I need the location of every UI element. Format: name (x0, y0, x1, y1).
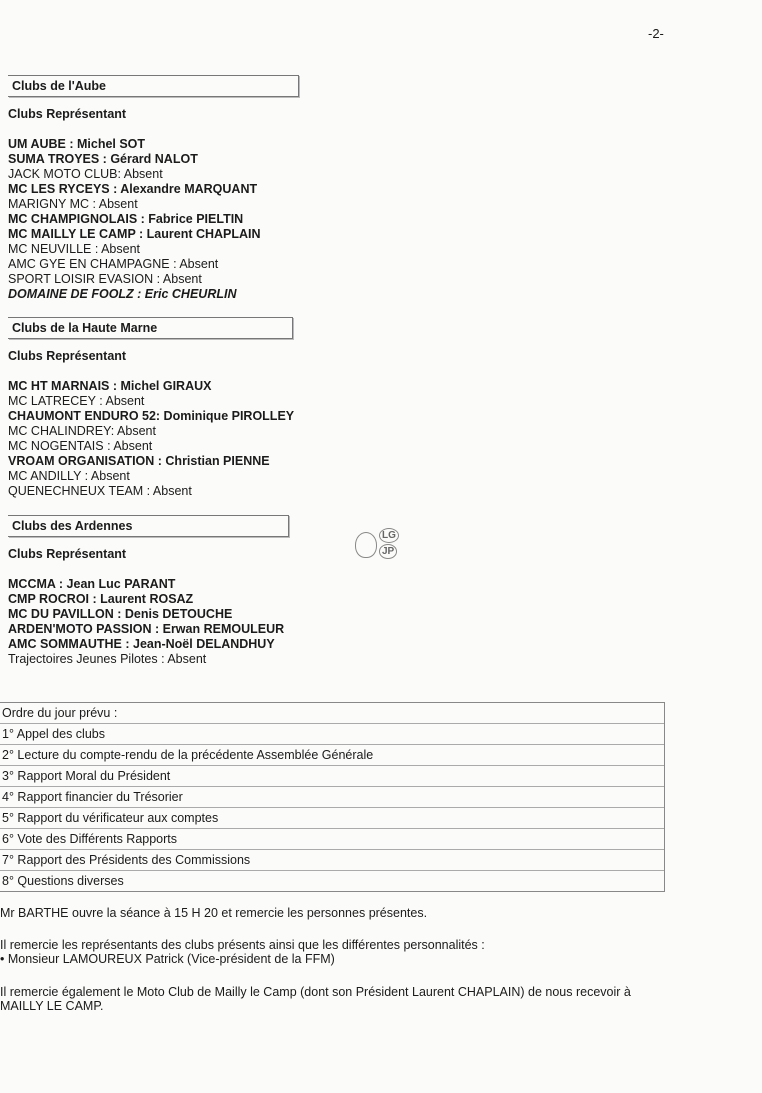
section-title: Clubs de l'Aube (8, 75, 299, 97)
section-title: Clubs des Ardennes (8, 515, 289, 537)
club-list (8, 137, 299, 302)
section-title: Clubs de la Haute Marne (8, 317, 293, 339)
club-entry: QUENECHNEUX TEAM : Absent (8, 484, 192, 498)
section-subtitle: Clubs Représentant (8, 547, 127, 561)
section-ardennes (8, 515, 289, 667)
agenda-table (0, 702, 665, 892)
agenda-item: 4° Rapport financier du Trésorier (0, 787, 664, 808)
paragraph-line: Mr BARTHE ouvre la séance à 15 H 20 et remercie les personnes présentes. (0, 906, 428, 920)
page-number: -2- (648, 26, 664, 41)
club-entry: CMP ROCROI : Laurent ROSAZ (8, 592, 194, 606)
section-haute-marne (8, 317, 294, 499)
club-entry: AMC SOMMAUTHE : Jean-Noël DELANDHUY (8, 637, 275, 651)
agenda-item: 2° Lecture du compte-rendu de la précédente Assemblée Générale (0, 745, 664, 766)
club-entry: MC ANDILLY : Absent (8, 469, 130, 483)
logo-text-bottom: JP (379, 544, 397, 559)
club-entry: MC CHAMPIGNOLAIS : Fabrice PIELTIN (8, 212, 244, 226)
section-aube (8, 75, 299, 302)
paragraph-line: Il remercie également le Moto Club de Mailly le Camp (dont son Président Laurent CHAPLAIN) de nous recevoir à (0, 985, 631, 999)
club-entry: UM AUBE : Michel SOT (8, 137, 146, 151)
club-entry: DOMAINE DE FOOLZ : Eric CHEURLIN (8, 287, 237, 301)
section-subtitle: Clubs Représentant (8, 349, 127, 363)
club-entry: SPORT LOISIR EVASION : Absent (8, 272, 202, 286)
agenda-item: 5° Rapport du vérificateur aux comptes (0, 808, 664, 829)
paragraph-opening (0, 906, 427, 920)
paragraph-line: Il remercie les représentants des clubs présents ainsi que les différentes personnalités : (0, 938, 485, 952)
agenda-item: 6° Vote des Différents Rapports (0, 829, 664, 850)
club-entry: VROAM ORGANISATION : Christian PIENNE (8, 454, 270, 468)
club-entry: AMC GYE EN CHAMPAGNE : Absent (8, 257, 219, 271)
paragraph-thanks-host (0, 985, 631, 1013)
face-icon (355, 532, 377, 558)
club-list (8, 379, 294, 499)
logo-text-top: LG (379, 528, 399, 543)
paragraph-thanks-personalities (0, 938, 485, 966)
club-entry: MC NOGENTAIS : Absent (8, 439, 153, 453)
agenda-item: 1° Appel des clubs (0, 724, 664, 745)
club-entry: MC NEUVILLE : Absent (8, 242, 141, 256)
agenda-item: 3° Rapport Moral du Président (0, 766, 664, 787)
club-entry: SUMA TROYES : Gérard NALOT (8, 152, 198, 166)
club-entry: ARDEN'MOTO PASSION : Erwan REMOULEUR (8, 622, 285, 636)
club-entry: Trajectoires Jeunes Pilotes : Absent (8, 652, 207, 666)
club-entry: CHAUMONT ENDURO 52: Dominique PIROLLEY (8, 409, 295, 423)
agenda-item: 7° Rapport des Présidents des Commissions (0, 850, 664, 871)
club-list (8, 577, 289, 667)
section-subtitle: Clubs Représentant (8, 107, 127, 121)
paragraph-line: MAILLY LE CAMP. (0, 999, 104, 1013)
club-entry: MC HT MARNAIS : Michel GIRAUX (8, 379, 212, 393)
club-entry: JACK MOTO CLUB: Absent (8, 167, 163, 181)
club-entry: MC MAILLY LE CAMP : Laurent CHAPLAIN (8, 227, 261, 241)
club-entry: MC CHALINDREY: Absent (8, 424, 156, 438)
agenda-item: 8° Questions diverses (2, 874, 124, 888)
club-entry: MARIGNY MC : Absent (8, 197, 138, 211)
club-entry: MC LES RYCEYS : Alexandre MARQUANT (8, 182, 258, 196)
club-entry: MC LATRECEY : Absent (8, 394, 145, 408)
club-entry: MC DU PAVILLON : Denis DETOUCHE (8, 607, 233, 621)
club-entry: MCCMA : Jean Luc PARANT (8, 577, 176, 591)
agenda-header: Ordre du jour prévu : (0, 703, 664, 724)
lgjp-logo (355, 528, 405, 562)
paragraph-line: • Monsieur LAMOUREUX Patrick (Vice-président de la FFM) (0, 952, 335, 966)
